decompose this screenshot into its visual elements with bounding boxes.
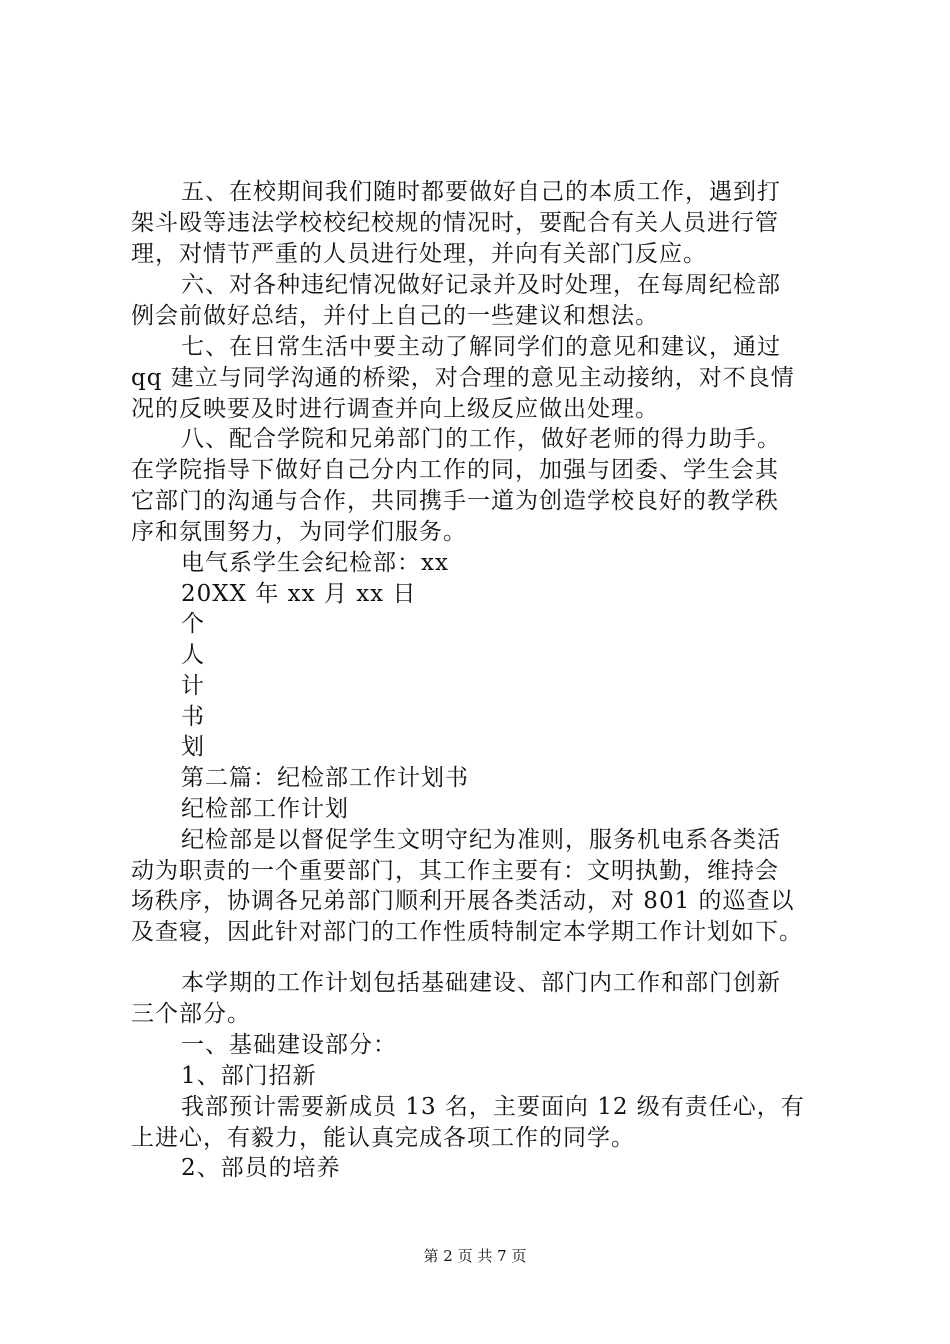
body-line: 在学院指导下做好自己分内工作的同，加强与团委、学生会其 (131, 457, 779, 483)
section-subheading: 纪检部工作计划 (181, 796, 349, 822)
body-line: 八、配合学院和兄弟部门的工作，做好老师的得力助手。 (181, 426, 781, 452)
body-line: 七、在日常生活中要主动了解同学们的意见和建议，通过 (181, 334, 781, 360)
body-line: 六、对各种违纪情况做好记录并及时处理，在每周纪检部 (181, 272, 781, 298)
vertical-char: 计 (181, 673, 205, 699)
body-line: 序和氛围努力，为同学们服务。 (131, 519, 467, 545)
signature-line: 电气系学生会纪检部：xx (181, 550, 449, 576)
body-line: 理，对情节严重的人员进行处理，并向有关部门反应。 (131, 241, 707, 267)
body-line: 五、在校期间我们随时都要做好自己的本质工作，遇到打 (181, 179, 781, 205)
body-line: 本学期的工作计划包括基础建设、部门内工作和部门创新 (181, 970, 781, 996)
body-line: 场秩序，协调各兄弟部门顺利开展各类活动，对 801 的巡查以 (131, 888, 795, 914)
vertical-char: 书 (181, 704, 205, 730)
body-line: 我部预计需要新成员 13 名，主要面向 12 级有责任心，有 (181, 1094, 805, 1120)
body-line: 2、部员的培养 (181, 1155, 341, 1181)
vertical-char: 个 (181, 611, 205, 637)
body-line: 它部门的沟通与合作，共同携手一道为创造学校良好的教学秩 (131, 488, 779, 514)
body-line: 纪检部是以督促学生文明守纪为准则，服务机电系各类活 (181, 827, 781, 853)
body-line: 三个部分。 (131, 1001, 251, 1027)
body-line: qq 建立与同学沟通的桥梁，对合理的意见主动接纳，对不良情 (131, 365, 795, 391)
body-line: 例会前做好总结，并付上自己的一些建议和想法。 (131, 303, 659, 329)
vertical-char: 划 (181, 734, 205, 760)
body-line: 上进心，有毅力，能认真完成各项工作的同学。 (131, 1125, 635, 1151)
body-line: 动为职责的一个重要部门，其工作主要有：文明执勤，维持会 (131, 858, 779, 884)
page-footer: 第 2 页 共 7 页 (423, 1247, 527, 1265)
vertical-char: 人 (181, 642, 205, 668)
date-line: 20XX 年 xx 月 xx 日 (181, 581, 417, 607)
section-heading: 第二篇：纪检部工作计划书 (181, 765, 469, 791)
body-line: 架斗殴等违法学校校纪校规的情况时，要配合有关人员进行管 (131, 210, 779, 236)
body-line: 及查寝，因此针对部门的工作性质特制定本学期工作计划如下。 (131, 919, 803, 945)
body-line: 1、部门招新 (181, 1063, 317, 1089)
body-line: 况的反映要及时进行调查并向上级反应做出处理。 (131, 396, 659, 422)
body-line: 一、基础建设部分： (181, 1032, 397, 1058)
